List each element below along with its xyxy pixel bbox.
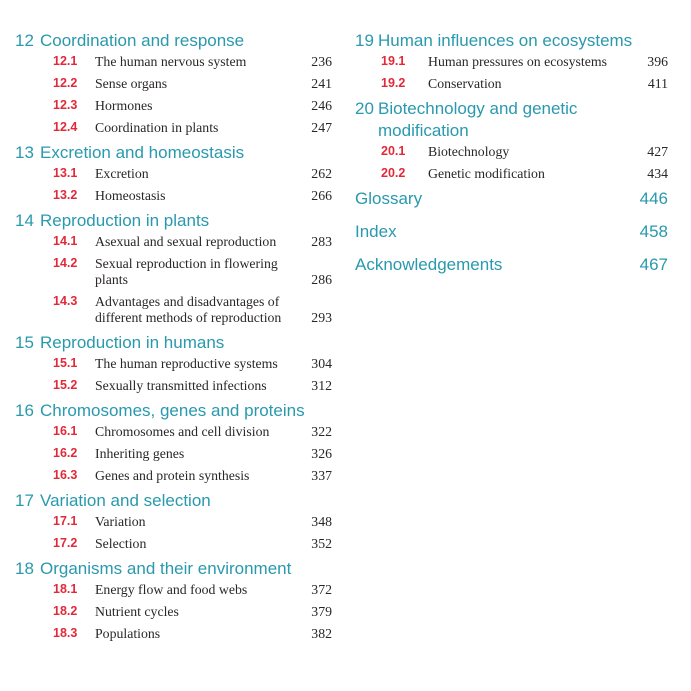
chapter-title: Human influences on ecosystems bbox=[378, 31, 633, 50]
chapter-heading bbox=[15, 490, 332, 512]
chapter-title: Reproduction in humans bbox=[40, 333, 225, 352]
chapter-12 bbox=[15, 30, 332, 136]
section-number: 15.1 bbox=[53, 356, 78, 370]
chapter-title: Biotechnology and genetic modification bbox=[378, 99, 578, 140]
section-title: Sense organs bbox=[95, 76, 168, 91]
page-number: 352 bbox=[311, 536, 332, 551]
page-number: 266 bbox=[311, 188, 332, 203]
chapter-heading bbox=[15, 558, 332, 580]
chapter-number: 14 bbox=[15, 211, 34, 230]
chapter-heading bbox=[15, 210, 332, 232]
chapter-heading bbox=[15, 400, 332, 422]
page-number: 304 bbox=[311, 356, 332, 371]
page-number: 434 bbox=[647, 166, 668, 181]
page-number: 411 bbox=[647, 76, 668, 91]
section-number: 14.2 bbox=[53, 256, 78, 270]
toc-entry-16.2 bbox=[15, 446, 332, 462]
page-number: 286 bbox=[311, 272, 332, 287]
chapter-number: 16 bbox=[15, 401, 34, 420]
section-number: 12.1 bbox=[53, 54, 78, 68]
section-title: Excretion bbox=[95, 166, 149, 181]
back-matter-index bbox=[355, 221, 668, 243]
chapter-number: 18 bbox=[15, 559, 34, 578]
chapter-title: Reproduction in plants bbox=[40, 211, 210, 230]
back-matter-glossary bbox=[355, 188, 668, 210]
section-number: 16.1 bbox=[53, 424, 78, 438]
chapter-number: 15 bbox=[15, 333, 34, 352]
section-title: Conservation bbox=[428, 76, 502, 91]
toc-entry-12.3 bbox=[15, 98, 332, 114]
chapter-number: 20 bbox=[355, 99, 374, 118]
page-number: 322 bbox=[311, 424, 332, 439]
page-number: 236 bbox=[311, 54, 332, 69]
toc-entry-19.1 bbox=[355, 54, 668, 70]
section-number: 16.2 bbox=[53, 446, 78, 460]
section-title: Selection bbox=[95, 536, 147, 551]
toc-entry-18.3 bbox=[15, 626, 332, 642]
chapter-heading bbox=[15, 30, 332, 52]
page-number: 446 bbox=[639, 189, 668, 208]
section-number: 13.1 bbox=[53, 166, 78, 180]
section-number: 12.3 bbox=[53, 98, 78, 112]
section-title: The human nervous system bbox=[95, 54, 247, 69]
section-title: Chromosomes and cell division bbox=[95, 424, 270, 439]
chapter-number: 19 bbox=[355, 31, 374, 50]
page-number: 458 bbox=[639, 222, 668, 241]
toc-entry-14.2 bbox=[15, 256, 332, 288]
chapter-number: 17 bbox=[15, 491, 34, 510]
chapter-17 bbox=[15, 490, 332, 552]
toc-column-left bbox=[15, 30, 332, 691]
toc-entry-13.2 bbox=[15, 188, 332, 204]
section-number: 20.2 bbox=[381, 166, 406, 180]
chapter-20 bbox=[355, 98, 668, 182]
section-title: Sexual reproduction in flowering plants bbox=[95, 256, 278, 287]
page-number: 293 bbox=[311, 310, 332, 325]
chapter-heading bbox=[15, 142, 332, 164]
toc-entry-15.2 bbox=[15, 378, 332, 394]
page-number: 246 bbox=[311, 98, 332, 113]
section-number: 18.2 bbox=[53, 604, 78, 618]
toc-entry-18.2 bbox=[15, 604, 332, 620]
section-title: Populations bbox=[95, 626, 161, 641]
chapter-title: Variation and selection bbox=[40, 491, 211, 510]
section-title: Human pressures on ecosystems bbox=[428, 54, 607, 69]
back-matter-title: Glossary bbox=[355, 189, 423, 208]
section-number: 17.1 bbox=[53, 514, 78, 528]
toc-entry-18.1 bbox=[15, 582, 332, 598]
toc-entry-16.3 bbox=[15, 468, 332, 484]
section-number: 17.2 bbox=[53, 536, 78, 550]
chapter-title: Coordination and response bbox=[40, 31, 245, 50]
back-matter bbox=[355, 188, 668, 276]
section-title: Advantages and disadvantages of different methods of reproduction bbox=[95, 294, 282, 325]
section-title: Asexual and sexual reproduction bbox=[95, 234, 277, 249]
page-number: 241 bbox=[311, 76, 332, 91]
section-number: 14.1 bbox=[53, 234, 78, 248]
section-title: Genetic modification bbox=[428, 166, 545, 181]
page-number: 372 bbox=[311, 582, 332, 597]
chapter-number: 12 bbox=[15, 31, 34, 50]
page-number: 312 bbox=[311, 378, 332, 393]
page-number: 326 bbox=[311, 446, 332, 461]
page-number: 247 bbox=[311, 120, 332, 135]
section-number: 20.1 bbox=[381, 144, 406, 158]
section-title: Nutrient cycles bbox=[95, 604, 179, 619]
chapter-18 bbox=[15, 558, 332, 642]
chapter-number: 13 bbox=[15, 143, 34, 162]
section-title: Hormones bbox=[95, 98, 153, 113]
section-title: Sexually transmitted infections bbox=[95, 378, 267, 393]
section-title: Genes and protein synthesis bbox=[95, 468, 250, 483]
toc-entry-16.1 bbox=[15, 424, 332, 440]
chapter-19 bbox=[355, 30, 668, 92]
toc-entry-12.2 bbox=[15, 76, 332, 92]
section-number: 18.3 bbox=[53, 626, 78, 640]
chapter-heading bbox=[355, 30, 668, 52]
page-number: 396 bbox=[647, 54, 668, 69]
chapter-title: Organisms and their environment bbox=[40, 559, 292, 578]
section-number: 13.2 bbox=[53, 188, 78, 202]
toc-entry-12.1 bbox=[15, 54, 332, 70]
chapter-heading bbox=[15, 332, 332, 354]
section-title: Inheriting genes bbox=[95, 446, 185, 461]
page-number: 337 bbox=[311, 468, 332, 483]
toc-entry-14.1 bbox=[15, 234, 332, 250]
page-number: 427 bbox=[647, 144, 668, 159]
chapter-15 bbox=[15, 332, 332, 394]
chapter-13 bbox=[15, 142, 332, 204]
toc-entry-17.2 bbox=[15, 536, 332, 552]
section-number: 16.3 bbox=[53, 468, 78, 482]
section-title: Coordination in plants bbox=[95, 120, 219, 135]
back-matter-acknowledgements bbox=[355, 254, 668, 276]
page-number: 382 bbox=[311, 626, 332, 641]
section-title: Biotechnology bbox=[428, 144, 510, 159]
page-number: 262 bbox=[311, 166, 332, 181]
section-title: Homeostasis bbox=[95, 188, 166, 203]
toc-entry-19.2 bbox=[355, 76, 668, 92]
toc-entry-14.3 bbox=[15, 294, 332, 326]
toc-entry-20.1 bbox=[355, 144, 668, 160]
section-number: 12.4 bbox=[53, 120, 78, 134]
toc-entry-20.2 bbox=[355, 166, 668, 182]
section-title: The human reproductive systems bbox=[95, 356, 278, 371]
section-title: Variation bbox=[95, 514, 146, 529]
section-number: 15.2 bbox=[53, 378, 78, 392]
toc-entry-13.1 bbox=[15, 166, 332, 182]
section-number: 18.1 bbox=[53, 582, 78, 596]
section-number: 19.2 bbox=[381, 76, 406, 90]
section-title: Energy flow and food webs bbox=[95, 582, 248, 597]
toc-column-right bbox=[355, 30, 668, 691]
chapter-heading bbox=[355, 98, 668, 142]
section-number: 12.2 bbox=[53, 76, 78, 90]
toc-entry-17.1 bbox=[15, 514, 332, 530]
chapter-16 bbox=[15, 400, 332, 484]
page-number: 283 bbox=[311, 234, 332, 249]
toc-entry-12.4 bbox=[15, 120, 332, 136]
page-number: 379 bbox=[311, 604, 332, 619]
section-number: 14.3 bbox=[53, 294, 78, 308]
chapter-title: Excretion and homeostasis bbox=[40, 143, 245, 162]
page-number: 467 bbox=[639, 255, 668, 274]
chapter-title: Chromosomes, genes and proteins bbox=[40, 401, 305, 420]
page-number: 348 bbox=[311, 514, 332, 529]
section-number: 19.1 bbox=[381, 54, 406, 68]
back-matter-title: Index bbox=[355, 222, 397, 241]
chapter-14 bbox=[15, 210, 332, 326]
toc-entry-15.1 bbox=[15, 356, 332, 372]
back-matter-title: Acknowledgements bbox=[355, 255, 503, 274]
